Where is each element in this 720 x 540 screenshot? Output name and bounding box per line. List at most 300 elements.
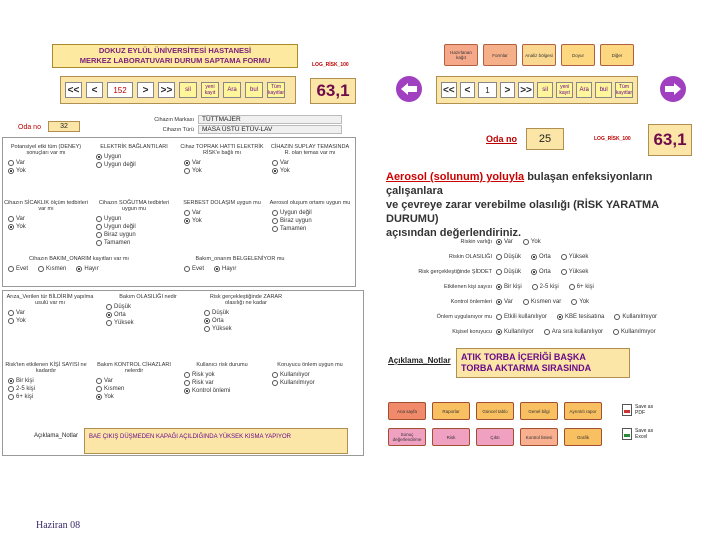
option-label: Kısmen var xyxy=(530,299,562,305)
radio-icon[interactable] xyxy=(272,210,278,216)
option-label: Biraz uygun xyxy=(280,218,312,224)
radio-icon[interactable] xyxy=(523,239,529,245)
option-label: Hayır xyxy=(222,266,237,272)
crit3-2-options xyxy=(200,309,292,333)
option-label: Var xyxy=(104,378,113,384)
risk-option[interactable] xyxy=(496,253,521,261)
option-label: Orta xyxy=(539,269,551,275)
crit1-1-group xyxy=(92,144,176,169)
crit2-3-label: Aerosol oluşum ortamı uygun mu xyxy=(269,200,351,206)
mid1-options xyxy=(4,265,154,273)
crit3-2-option[interactable] xyxy=(204,325,292,333)
option-label: Düşük xyxy=(212,310,230,316)
record-number[interactable]: 152 xyxy=(107,82,133,98)
option-label: Var xyxy=(504,239,513,245)
radio-icon[interactable] xyxy=(204,318,210,324)
question-highlight: Aerosol (solunum) yoluyla xyxy=(386,171,525,183)
save-pdf-label: Save as PDF xyxy=(635,404,654,416)
option-label: Var xyxy=(192,160,201,166)
risk-option[interactable] xyxy=(614,313,657,321)
risk-row-options xyxy=(496,328,666,336)
crit2-0-option[interactable] xyxy=(8,215,88,223)
radio-icon[interactable] xyxy=(532,284,538,290)
radio-icon[interactable] xyxy=(76,266,82,272)
mid1-label: Cihazın BAKIM_ONARIM kayıtları var mı xyxy=(29,256,129,262)
right-all-records-button[interactable]: Tüm kayıtlar xyxy=(615,84,633,96)
risk-option[interactable] xyxy=(571,298,589,306)
crit4-2-option[interactable] xyxy=(184,387,264,395)
option-label: Kısmen xyxy=(46,266,67,272)
crit3-0-option[interactable] xyxy=(8,317,96,325)
crit3-0-options xyxy=(4,309,96,325)
save-excel-label: Save as Excel xyxy=(635,428,654,440)
risk-option[interactable] xyxy=(523,238,541,246)
title-line1: DOKUZ EYLÜL ÜNİVERSİTESİ HASTANESİ xyxy=(98,46,252,55)
bottom-button-b1[interactable]: Risk xyxy=(432,428,470,446)
last-record-button[interactable]: >> xyxy=(158,82,175,98)
risk-option[interactable] xyxy=(544,328,603,336)
radio-icon[interactable] xyxy=(496,284,502,290)
save-pdf-link[interactable] xyxy=(622,404,659,416)
option-label: Bir kişi xyxy=(16,378,34,384)
option-label: Yüksek xyxy=(114,320,134,326)
radio-icon[interactable] xyxy=(613,329,619,335)
crit4-0-options xyxy=(4,377,88,401)
radio-icon[interactable] xyxy=(496,329,502,335)
crit3-1-option[interactable] xyxy=(106,303,194,311)
option-label: Kontrol önlemi xyxy=(192,388,231,394)
radio-icon[interactable] xyxy=(96,216,102,222)
radio-icon[interactable] xyxy=(106,304,112,310)
option-label: Uygun xyxy=(104,154,122,160)
option-label: Kullanılmıyor xyxy=(280,380,315,386)
radio-icon[interactable] xyxy=(184,210,190,216)
radio-icon[interactable] xyxy=(8,168,14,174)
crit3-0-option[interactable] xyxy=(8,309,96,317)
crit1-3-group xyxy=(268,144,352,175)
right-delete-button[interactable]: sil xyxy=(537,82,554,98)
risk-option[interactable] xyxy=(496,298,513,306)
option-label: 2-5 kişi xyxy=(539,284,559,290)
radio-icon[interactable] xyxy=(38,266,44,272)
mid1-option[interactable] xyxy=(38,265,66,273)
option-label: Yüksek xyxy=(568,269,589,275)
top-button-2[interactable]: Analiz bölgesi xyxy=(522,44,556,66)
option-label: Düşük xyxy=(504,254,522,260)
crit1-3-options xyxy=(268,159,352,175)
risk-row-options xyxy=(496,268,598,276)
top-button-3[interactable]: Doyur xyxy=(561,44,595,66)
crit4-2-label: Kullanıcı risk durumu xyxy=(196,362,248,368)
question-line3: açısından değerlendiriniz. xyxy=(386,227,522,239)
radio-icon[interactable] xyxy=(496,314,502,320)
radio-icon[interactable] xyxy=(96,162,102,168)
crit3-1-option[interactable] xyxy=(106,319,194,327)
option-label: Var xyxy=(280,160,289,166)
risk-row-label: Riskin OLASILIĞI xyxy=(448,254,492,260)
right-find-button[interactable]: bul xyxy=(595,82,612,98)
crit1-1-options xyxy=(92,153,176,169)
crit2-0-label: Cihazın SİCAKLIK ölçüm tedbirleri var mı xyxy=(4,200,88,212)
option-label: Tamamen xyxy=(280,226,307,232)
bottom-button-a4[interactable]: Ayrıntılı rapor xyxy=(564,402,602,420)
option-label: Kısmen xyxy=(104,386,125,392)
option-label: Risk var xyxy=(192,380,214,386)
radio-icon[interactable] xyxy=(96,378,102,384)
radio-icon[interactable] xyxy=(184,372,190,378)
risk-option[interactable] xyxy=(523,298,561,306)
radio-icon[interactable] xyxy=(8,224,14,230)
crit2-0-option[interactable] xyxy=(8,223,88,231)
crit4-1-options xyxy=(92,377,176,401)
radio-icon[interactable] xyxy=(8,378,14,384)
risk-option[interactable] xyxy=(561,268,589,276)
type-label: Cihazın Türü xyxy=(162,127,194,133)
top-button-1[interactable]: Formlar xyxy=(483,44,517,66)
crit3-1-options xyxy=(102,303,194,327)
crit1-3-label: CİHAZIN SUPLAY TEMASINDA R. olan temas var mı xyxy=(270,144,350,156)
radio-icon[interactable] xyxy=(272,168,278,174)
option-label: Yüksek xyxy=(212,326,232,332)
option-label: Yok xyxy=(192,218,202,224)
risk-row-options xyxy=(496,313,667,321)
crit2-2-option[interactable] xyxy=(184,209,264,217)
search-button[interactable]: Ara xyxy=(223,82,241,98)
mid2-option[interactable] xyxy=(184,265,204,273)
room-field[interactable]: 32 xyxy=(48,121,80,132)
option-label: Var xyxy=(16,216,25,222)
crit2-1-option[interactable] xyxy=(96,231,176,239)
mid2-group xyxy=(180,256,300,273)
crit3-2-option[interactable] xyxy=(204,317,292,325)
radio-icon[interactable] xyxy=(204,310,210,316)
crit1-0-option[interactable] xyxy=(8,159,88,167)
risk-option[interactable] xyxy=(569,283,594,291)
radio-icon[interactable] xyxy=(184,168,190,174)
radio-icon[interactable] xyxy=(272,372,278,378)
radio-icon[interactable] xyxy=(614,314,620,320)
crit2-2-option[interactable] xyxy=(184,217,264,225)
option-label: Orta xyxy=(212,318,224,324)
risk-option[interactable] xyxy=(613,328,656,336)
radio-icon[interactable] xyxy=(8,386,14,392)
option-label: Uygun değil xyxy=(104,224,136,230)
radio-icon[interactable] xyxy=(214,266,220,272)
radio-icon[interactable] xyxy=(561,269,567,275)
question-line2: ve çevreye zarar verebilme olasılığı (RİSK YARATMA DURUMU) xyxy=(386,199,659,225)
crit4-1-option[interactable] xyxy=(96,377,176,385)
option-label: Kullanılıyor xyxy=(504,329,534,335)
crit4-0-label: Risk'ten etkilenen KİŞİ SAYISI ne kadardır xyxy=(5,362,87,374)
option-label: Etkili kullanılıyor xyxy=(504,314,548,320)
crit1-1-option[interactable] xyxy=(96,161,176,169)
crit2-1-options xyxy=(92,215,176,247)
radio-icon[interactable] xyxy=(184,380,190,386)
mid1-option[interactable] xyxy=(8,265,28,273)
crit4-3-options xyxy=(268,371,352,387)
option-label: KBE tesisatına xyxy=(565,314,605,320)
delete-button[interactable]: sil xyxy=(179,82,197,98)
crit3-1-option[interactable] xyxy=(106,311,194,319)
first-record-button[interactable]: << xyxy=(65,82,82,98)
bottom-button-a2[interactable]: Güncel tablo xyxy=(476,402,514,420)
risk-option[interactable] xyxy=(496,283,522,291)
right-prev-record-button[interactable]: < xyxy=(460,82,476,98)
crit2-3-option[interactable] xyxy=(272,217,352,225)
crit3-1-group xyxy=(102,294,194,327)
mid2-option[interactable] xyxy=(214,265,236,273)
radio-icon[interactable] xyxy=(96,154,102,160)
option-label: Ara sıra kullanılıyor xyxy=(551,329,604,335)
save-excel-link[interactable] xyxy=(622,428,659,440)
crit1-2-option[interactable] xyxy=(184,159,264,167)
right-notes-field[interactable] xyxy=(456,348,630,378)
crit1-0-label: Potansiyel etki tüm (DENEY) sonuçları var mı xyxy=(10,144,82,156)
crit1-2-group xyxy=(180,144,264,175)
crit2-2-label: SERBEST DOLAŞIM uygun mu xyxy=(183,200,261,206)
crit2-3-option[interactable] xyxy=(272,225,352,233)
bottom-button-b3[interactable]: Kontrol listesi xyxy=(520,428,558,446)
crit4-2-group xyxy=(180,362,264,395)
record-nav-bar xyxy=(60,76,296,104)
option-label: Bir kişi xyxy=(504,284,522,290)
radio-icon[interactable] xyxy=(184,266,190,272)
bottom-button-b4[interactable]: Grafik xyxy=(564,428,602,446)
radio-icon[interactable] xyxy=(557,314,563,320)
radio-icon[interactable] xyxy=(8,216,14,222)
radio-icon[interactable] xyxy=(523,299,529,305)
risk-row-label: Kontrol önlemleri xyxy=(450,299,492,305)
option-label: Uygun xyxy=(104,216,122,222)
radio-icon[interactable] xyxy=(272,218,278,224)
option-label: Düşük xyxy=(504,269,522,275)
crit4-1-option[interactable] xyxy=(96,385,176,393)
crit4-0-group xyxy=(4,362,88,401)
option-label: Var xyxy=(504,299,513,305)
radio-icon[interactable] xyxy=(184,388,190,394)
crit3-2-label: Risk gerçekleştiğinde ZARAR olasılığı ne kadar xyxy=(209,294,283,306)
crit4-3-option[interactable] xyxy=(272,379,352,387)
crit1-3-option[interactable] xyxy=(272,167,352,175)
crit3-2-option[interactable] xyxy=(204,309,292,317)
bottom-button-b2[interactable]: Çıktı xyxy=(476,428,514,446)
radio-icon[interactable] xyxy=(531,254,537,260)
radio-icon[interactable] xyxy=(561,254,567,260)
right-first-record-button[interactable]: << xyxy=(441,82,457,98)
right-notes-line2: TORBA AKTARMA SIRASINDA xyxy=(461,363,592,373)
option-label: Yok xyxy=(104,394,114,400)
crit1-2-option[interactable] xyxy=(184,167,264,175)
crit3-0-label: Arıza_Verilen tür BİLDİRİM yapılma usulü var mı xyxy=(6,294,94,306)
mid1-group xyxy=(4,256,154,273)
right-risk-score: 63,1 xyxy=(648,124,692,156)
radio-icon[interactable] xyxy=(96,394,102,400)
mid1-option[interactable] xyxy=(76,265,98,273)
risk-row-label: Risk gerçekleştiğinde ŞİDDET xyxy=(418,269,492,275)
risk-row-options xyxy=(496,238,551,246)
crit1-0-options xyxy=(4,159,88,175)
crit4-2-options xyxy=(180,371,264,395)
question-line1: bulaşan enfeksiyonların çalışanlara xyxy=(386,171,653,197)
crit4-0-option[interactable] xyxy=(8,393,88,401)
radio-icon[interactable] xyxy=(496,269,502,275)
bottom-button-a1[interactable]: Raporlar xyxy=(432,402,470,420)
radio-icon[interactable] xyxy=(106,320,112,326)
risk-option[interactable] xyxy=(496,328,534,336)
room-label: Oda no xyxy=(18,124,41,131)
next-record-button[interactable]: > xyxy=(137,82,154,98)
crit2-0-group xyxy=(4,200,88,231)
back-arrow-icon[interactable] xyxy=(396,76,422,102)
all-records-button[interactable]: Tüm kayıtlar xyxy=(267,84,285,96)
risk-row-options xyxy=(496,283,604,291)
mid2-label: Bakım_onarım BELGELENİYOR mu xyxy=(195,256,285,262)
risk-row-label: Önlem uygulanıyor mu xyxy=(436,314,492,320)
crit4-1-option[interactable] xyxy=(96,393,176,401)
option-label: Yüksek xyxy=(568,254,589,260)
crit4-3-group xyxy=(268,362,352,387)
risk-option[interactable] xyxy=(531,253,551,261)
radio-icon[interactable] xyxy=(96,224,102,230)
top-button-0[interactable]: Hazırlanan kağıt xyxy=(444,44,478,66)
option-label: Biraz uygun xyxy=(104,232,136,238)
crit4-3-label: Koruyucu önlem uygun mu xyxy=(277,362,343,368)
crit2-1-group xyxy=(92,200,176,247)
radio-icon[interactable] xyxy=(8,266,14,272)
risk-row-label: Etkilenen kişi sayısı xyxy=(444,284,492,290)
crit3-2-group xyxy=(200,294,292,333)
brand-label: Cihazın Markası xyxy=(154,117,194,123)
radio-icon[interactable] xyxy=(106,312,112,318)
option-label: Yok xyxy=(192,168,202,174)
radio-icon[interactable] xyxy=(8,394,14,400)
crit2-1-option[interactable] xyxy=(96,223,176,231)
crit4-3-option[interactable] xyxy=(272,371,352,379)
option-label: Evet xyxy=(192,266,205,272)
radio-icon[interactable] xyxy=(8,318,14,324)
radio-icon[interactable] xyxy=(569,284,575,290)
left-notes-field[interactable]: BAE ÇIKIŞ DÜŞMEDEN KAPAĞI AÇILDIĞINDA YÜKSEK KISMA YAPIYOR xyxy=(84,428,348,454)
crit1-0-option[interactable] xyxy=(8,167,88,175)
risk-question xyxy=(386,170,692,240)
risk-option[interactable] xyxy=(561,253,589,261)
prev-record-button[interactable]: < xyxy=(86,82,103,98)
option-label: Kullanılmıyor xyxy=(621,329,656,335)
right-search-button[interactable]: Ara xyxy=(576,82,593,98)
radio-icon[interactable] xyxy=(272,380,278,386)
option-label: Yok xyxy=(16,168,26,174)
right-next-record-button[interactable]: > xyxy=(500,82,516,98)
option-label: 6+ kişi xyxy=(576,284,594,290)
footer-date: Haziran 08 xyxy=(36,520,81,531)
crit2-1-label: Cihazın SOĞUTMA tedbirleri uygun mu xyxy=(98,200,170,212)
radio-icon[interactable] xyxy=(571,299,577,305)
crit2-2-options xyxy=(180,209,264,225)
risk-row-label: Riskin varlığı xyxy=(460,239,492,245)
form-title xyxy=(52,44,298,68)
title-line2: MERKEZ LABORATUVARI DURUM SAPTAMA FORMU xyxy=(79,56,271,65)
right-new-record-button[interactable]: yeni kayıt xyxy=(556,82,573,98)
radio-icon[interactable] xyxy=(184,160,190,166)
right-record-nav-bar xyxy=(436,76,638,104)
radio-icon[interactable] xyxy=(272,160,278,166)
right-notes-label: Açıklama_Notlar xyxy=(388,356,451,365)
right-record-number[interactable]: 1 xyxy=(478,82,496,98)
bottom-button-a3[interactable]: Genel bilgi xyxy=(520,402,558,420)
option-label: 6+ kişi xyxy=(16,394,34,400)
left-notes-label: Açıklama_Notlar xyxy=(34,433,79,439)
crit4-0-option[interactable] xyxy=(8,385,88,393)
type-field[interactable]: MASA ÜSTÜ ETÜV-LAV xyxy=(198,125,342,134)
crit4-2-option[interactable] xyxy=(184,379,264,387)
brand-field[interactable]: TÜTTMAJER xyxy=(198,115,342,124)
crit2-2-group xyxy=(180,200,264,225)
option-label: Yok xyxy=(530,239,541,245)
crit4-0-option[interactable] xyxy=(8,377,88,385)
risk-option[interactable] xyxy=(496,238,513,246)
option-label: 2-5 kişi xyxy=(16,386,36,392)
crit1-1-option[interactable] xyxy=(96,153,176,161)
radio-icon[interactable] xyxy=(544,329,550,335)
radio-icon[interactable] xyxy=(96,240,102,246)
right-room-label: Oda no xyxy=(486,134,517,144)
forward-arrow-icon[interactable] xyxy=(660,76,686,102)
crit2-1-option[interactable] xyxy=(96,239,176,247)
risk-option[interactable] xyxy=(496,268,521,276)
radio-icon[interactable] xyxy=(272,226,278,232)
radio-icon[interactable] xyxy=(96,386,102,392)
radio-icon[interactable] xyxy=(204,326,210,332)
right-notes-line1: ATIK TORBA İÇERİĞİ BAŞKA xyxy=(461,352,586,362)
risk-option[interactable] xyxy=(496,313,547,321)
right-last-record-button[interactable]: >> xyxy=(518,82,534,98)
risk-option[interactable] xyxy=(532,283,559,291)
crit1-1-label: ELEKTRİK BAĞLANTILARI xyxy=(100,144,168,150)
top-button-4[interactable]: Diğer xyxy=(600,44,634,66)
bottom-button-a0[interactable]: Ana sayfa xyxy=(388,402,426,420)
crit4-2-option[interactable] xyxy=(184,371,264,379)
option-label: Yok xyxy=(16,224,26,230)
find-button[interactable]: bul xyxy=(245,82,263,98)
radio-icon[interactable] xyxy=(496,299,502,305)
radio-icon[interactable] xyxy=(8,310,14,316)
risk-option[interactable] xyxy=(557,313,604,321)
option-label: Uygun değil xyxy=(280,210,312,216)
log-risk-label: LOG_RİSK_100 xyxy=(312,62,349,68)
option-label: Kullanılmıyor xyxy=(622,314,658,320)
option-label: Risk yok xyxy=(192,372,215,378)
new-record-button[interactable]: yeni kayıt xyxy=(201,82,219,98)
option-label: Yok xyxy=(280,168,290,174)
radio-icon[interactable] xyxy=(184,218,190,224)
radio-icon[interactable] xyxy=(496,239,502,245)
radio-icon[interactable] xyxy=(8,160,14,166)
crit1-3-option[interactable] xyxy=(272,159,352,167)
risk-option[interactable] xyxy=(531,268,551,276)
right-log-risk-label: LOG_RİSK_100 xyxy=(594,136,631,142)
crit2-1-option[interactable] xyxy=(96,215,176,223)
option-label: Var xyxy=(16,310,25,316)
radio-icon[interactable] xyxy=(496,254,502,260)
radio-icon[interactable] xyxy=(531,269,537,275)
right-room-field[interactable]: 25 xyxy=(526,128,564,150)
option-label: Yok xyxy=(579,299,590,305)
option-label: Orta xyxy=(539,254,551,260)
crit2-3-option[interactable] xyxy=(272,209,352,217)
option-label: Uygun değil xyxy=(104,162,136,168)
bottom-button-b0[interactable]: Sonuç değerlendirme xyxy=(388,428,426,446)
radio-icon[interactable] xyxy=(96,232,102,238)
